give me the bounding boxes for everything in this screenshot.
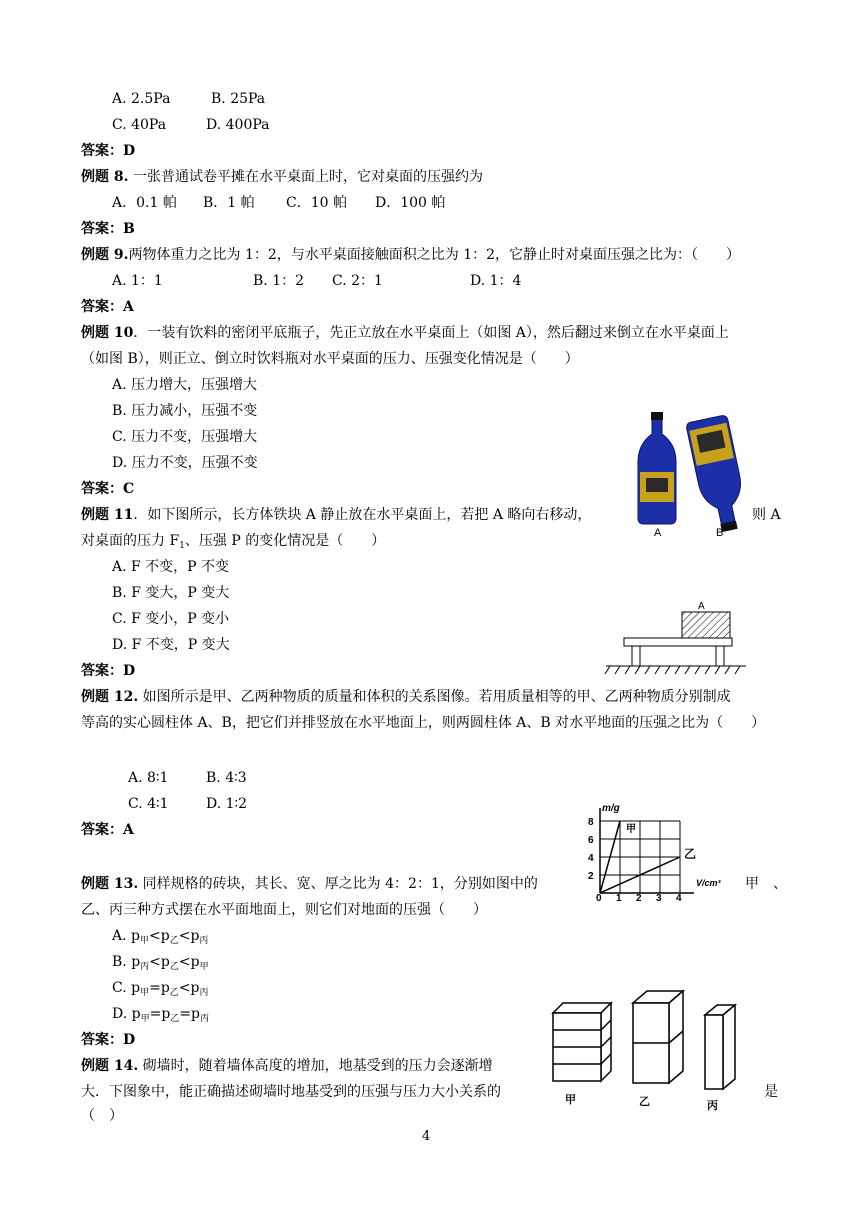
- question-text: 砌墙时，随着墙体高度的增加，地基受到的压力会逐渐增: [138, 1058, 493, 1074]
- question-text: 同样规格的砖块，其长、宽、厚之比为 4：2：1，分别如图中的: [138, 876, 538, 892]
- answer-label: 答案：: [81, 481, 123, 497]
- q14-stem-line3: （ ）: [81, 1108, 123, 1124]
- q10-stem-line1: [81, 323, 729, 343]
- upright-bottle: [638, 412, 676, 524]
- q10-option-a: A. 压力增大，压强增大: [112, 377, 258, 393]
- fig-label-b: B: [716, 527, 724, 539]
- q9-option-c: C. 2：1: [332, 273, 383, 289]
- q7-option-b: B. 25Pa: [211, 91, 266, 107]
- q9-answer: [81, 297, 134, 317]
- answer-value: D: [123, 143, 136, 159]
- fig-label-yi: 乙: [639, 1096, 650, 1108]
- question-label: 例题 11: [81, 507, 134, 523]
- q10-stem-line2: （如图 B），则正立、倒立时饮料瓶对水平桌面的压力、压强变化情况是（ ）: [81, 351, 579, 367]
- q11-stem-line2: 对桌面的压力 $F_1$、压强 P 的变化情况是（ ）: [81, 533, 386, 551]
- question-label: 例题 10: [81, 325, 134, 341]
- question-label: 例题 9.: [81, 247, 129, 263]
- brick-stack-bing: [705, 1005, 735, 1089]
- fig-label-bing: 丙: [707, 1100, 718, 1112]
- q14-stem-line2-end: 是: [764, 1084, 778, 1100]
- y-tick-4: 4: [588, 853, 594, 864]
- table-leg-right: [716, 646, 724, 666]
- answer-value: C: [123, 481, 135, 497]
- q7-option-d: D. 400Pa: [206, 117, 270, 133]
- q13-option-d: D. $p_甲=p_乙=p_丙$: [112, 1006, 210, 1024]
- block-a: [682, 612, 730, 638]
- graph-grid: [600, 821, 680, 893]
- answer-value: A: [123, 299, 134, 315]
- q8-option-a: A．0.1 帕: [112, 195, 177, 211]
- q12-stem-line2: 等高的实心圆柱体 A、B，把它们并排竖放在水平地面上，则两圆柱体 A、B 对水平地面的压强之比为（ ）: [81, 715, 766, 731]
- q12-answer: [81, 820, 134, 840]
- q13-stem-line2: 乙、丙三种方式摆在水平面地面上，则它们对地面的压强（ ）: [81, 902, 487, 918]
- q7-answer: [81, 141, 135, 161]
- block-label: A: [698, 601, 705, 612]
- brick-stack-jia: [553, 1003, 611, 1081]
- page-number: 4: [422, 1129, 431, 1144]
- q8-option-d: D．100 帕: [375, 195, 446, 211]
- q11-stem-line1: [81, 505, 591, 525]
- question-label: 例题 8.: [81, 169, 129, 185]
- q13-answer: [81, 1030, 135, 1050]
- q14-stem-line1: [81, 1056, 493, 1076]
- answer-label: 答案：: [81, 663, 123, 679]
- q7-option-a: A. 2.5Pa: [112, 91, 171, 107]
- ground-hatch: [605, 666, 740, 674]
- inverted-bottle: [686, 415, 750, 535]
- q8-stem: [81, 167, 483, 187]
- x-tick-4: 4: [676, 893, 682, 904]
- q8-option-b: B．1 帕: [203, 195, 255, 211]
- q12-stem-line1: [81, 687, 731, 707]
- mass-volume-graph: [580, 800, 750, 910]
- x-tick-1: 1: [616, 893, 622, 904]
- x-tick-0: 0: [596, 893, 602, 904]
- q13-option-a: A. $p_甲<p_乙<p_丙$: [112, 928, 209, 946]
- y-axis-label: m/g: [602, 803, 620, 814]
- q10-option-b: B. 压力减小，压强不变: [112, 403, 258, 419]
- q9-option-b: B. 1：2: [253, 273, 305, 289]
- q11-stem-line1-end: 则 A: [752, 507, 781, 523]
- question-label: 例题 14.: [81, 1058, 139, 1074]
- answer-value: D: [123, 663, 136, 679]
- question-label: 例题 13.: [81, 876, 139, 892]
- q11-option-b: B. F 变大，P 变大: [112, 585, 230, 601]
- y-tick-2: 2: [588, 871, 594, 882]
- q10-option-c: C. 压力不变，压强增大: [112, 429, 258, 445]
- question-label: 例题 12.: [81, 689, 139, 705]
- answer-label: 答案：: [81, 221, 123, 237]
- y-tick-8: 8: [588, 817, 594, 828]
- brick-stack-yi: [633, 991, 683, 1083]
- table-block-figure: [600, 598, 750, 680]
- q13-option-c: C. $p_甲=p_乙<p_丙$: [112, 980, 209, 998]
- q9-stem: [81, 245, 740, 265]
- q12-option-b: B. 4∶3: [206, 770, 247, 786]
- q11-option-d: D. F 不变，P 变大: [112, 637, 230, 653]
- q10-option-d: D. 压力不变，压强不变: [112, 455, 258, 471]
- x-tick-3: 3: [656, 893, 662, 904]
- fig-label-a: A: [654, 527, 662, 539]
- q11-option-a: A. F 不变，P 不变: [112, 559, 230, 575]
- table-leg-left: [632, 646, 640, 666]
- y-tick-6: 6: [588, 835, 594, 846]
- q13-option-b: B. $p_丙<p_乙<p_甲$: [112, 954, 209, 972]
- q13-stem-line1-end: 甲 、: [745, 876, 787, 892]
- q10-answer: [81, 479, 134, 499]
- question-text: 两物体重力之比为 1：2，与水平桌面接触面积之比为 1：2，它静止时对桌面压强之比为：（ ）: [128, 247, 741, 263]
- q9-option-a: A. 1：1: [112, 273, 163, 289]
- q8-answer: [81, 219, 135, 239]
- series-label-jia: 甲: [626, 824, 636, 835]
- q12-option-d: D. 1∶2: [206, 796, 248, 812]
- q14-stem-line2: 大．下图象中，能正确描述砌墙时地基受到的压强与压力大小关系的: [81, 1084, 501, 1100]
- q12-option-c: C. 4∶1: [128, 796, 169, 812]
- answer-value: D: [123, 1032, 136, 1048]
- question-text: 如图所示是甲、乙两种物质的质量和体积的关系图像。若用质量相等的甲、乙两种物质分别制成: [138, 689, 731, 705]
- answer-value: B: [123, 221, 135, 237]
- x-tick-2: 2: [636, 893, 642, 904]
- q12-option-a: A. 8∶1: [128, 770, 169, 786]
- q9-option-d: D. 1：4: [470, 273, 522, 289]
- answer-label: 答案：: [81, 143, 123, 159]
- answer-label: 答案：: [81, 1032, 123, 1048]
- x-axis-label: V/cm³: [696, 878, 721, 888]
- answer-value: A: [123, 822, 134, 838]
- bricks-figure: [545, 985, 745, 1115]
- tabletop: [624, 638, 732, 646]
- q13-stem-line1: [81, 874, 538, 894]
- q7-option-c: C. 40Pa: [112, 117, 167, 133]
- bottles-figure: [630, 410, 750, 540]
- question-text: 一张普通试卷平摊在水平桌面上时，它对桌面的压强约为: [128, 169, 483, 185]
- q11-answer: [81, 661, 135, 681]
- q8-option-c: C．10 帕: [286, 195, 347, 211]
- fig-label-jia: 甲: [565, 1094, 576, 1106]
- answer-label: 答案：: [81, 822, 123, 838]
- answer-label: 答案：: [81, 299, 123, 315]
- question-text: ．一装有饮料的密闭平底瓶子，先正立放在水平桌面上（如图 A），然后翻过来倒立在水平桌面上: [133, 325, 729, 341]
- series-label-yi: 乙: [684, 847, 697, 861]
- q11-option-c: C. F 变小，P 变小: [112, 611, 230, 627]
- question-text: ．如下图所示，长方体铁块 A 静止放在水平桌面上，若把 A 略向右移动，: [133, 507, 592, 523]
